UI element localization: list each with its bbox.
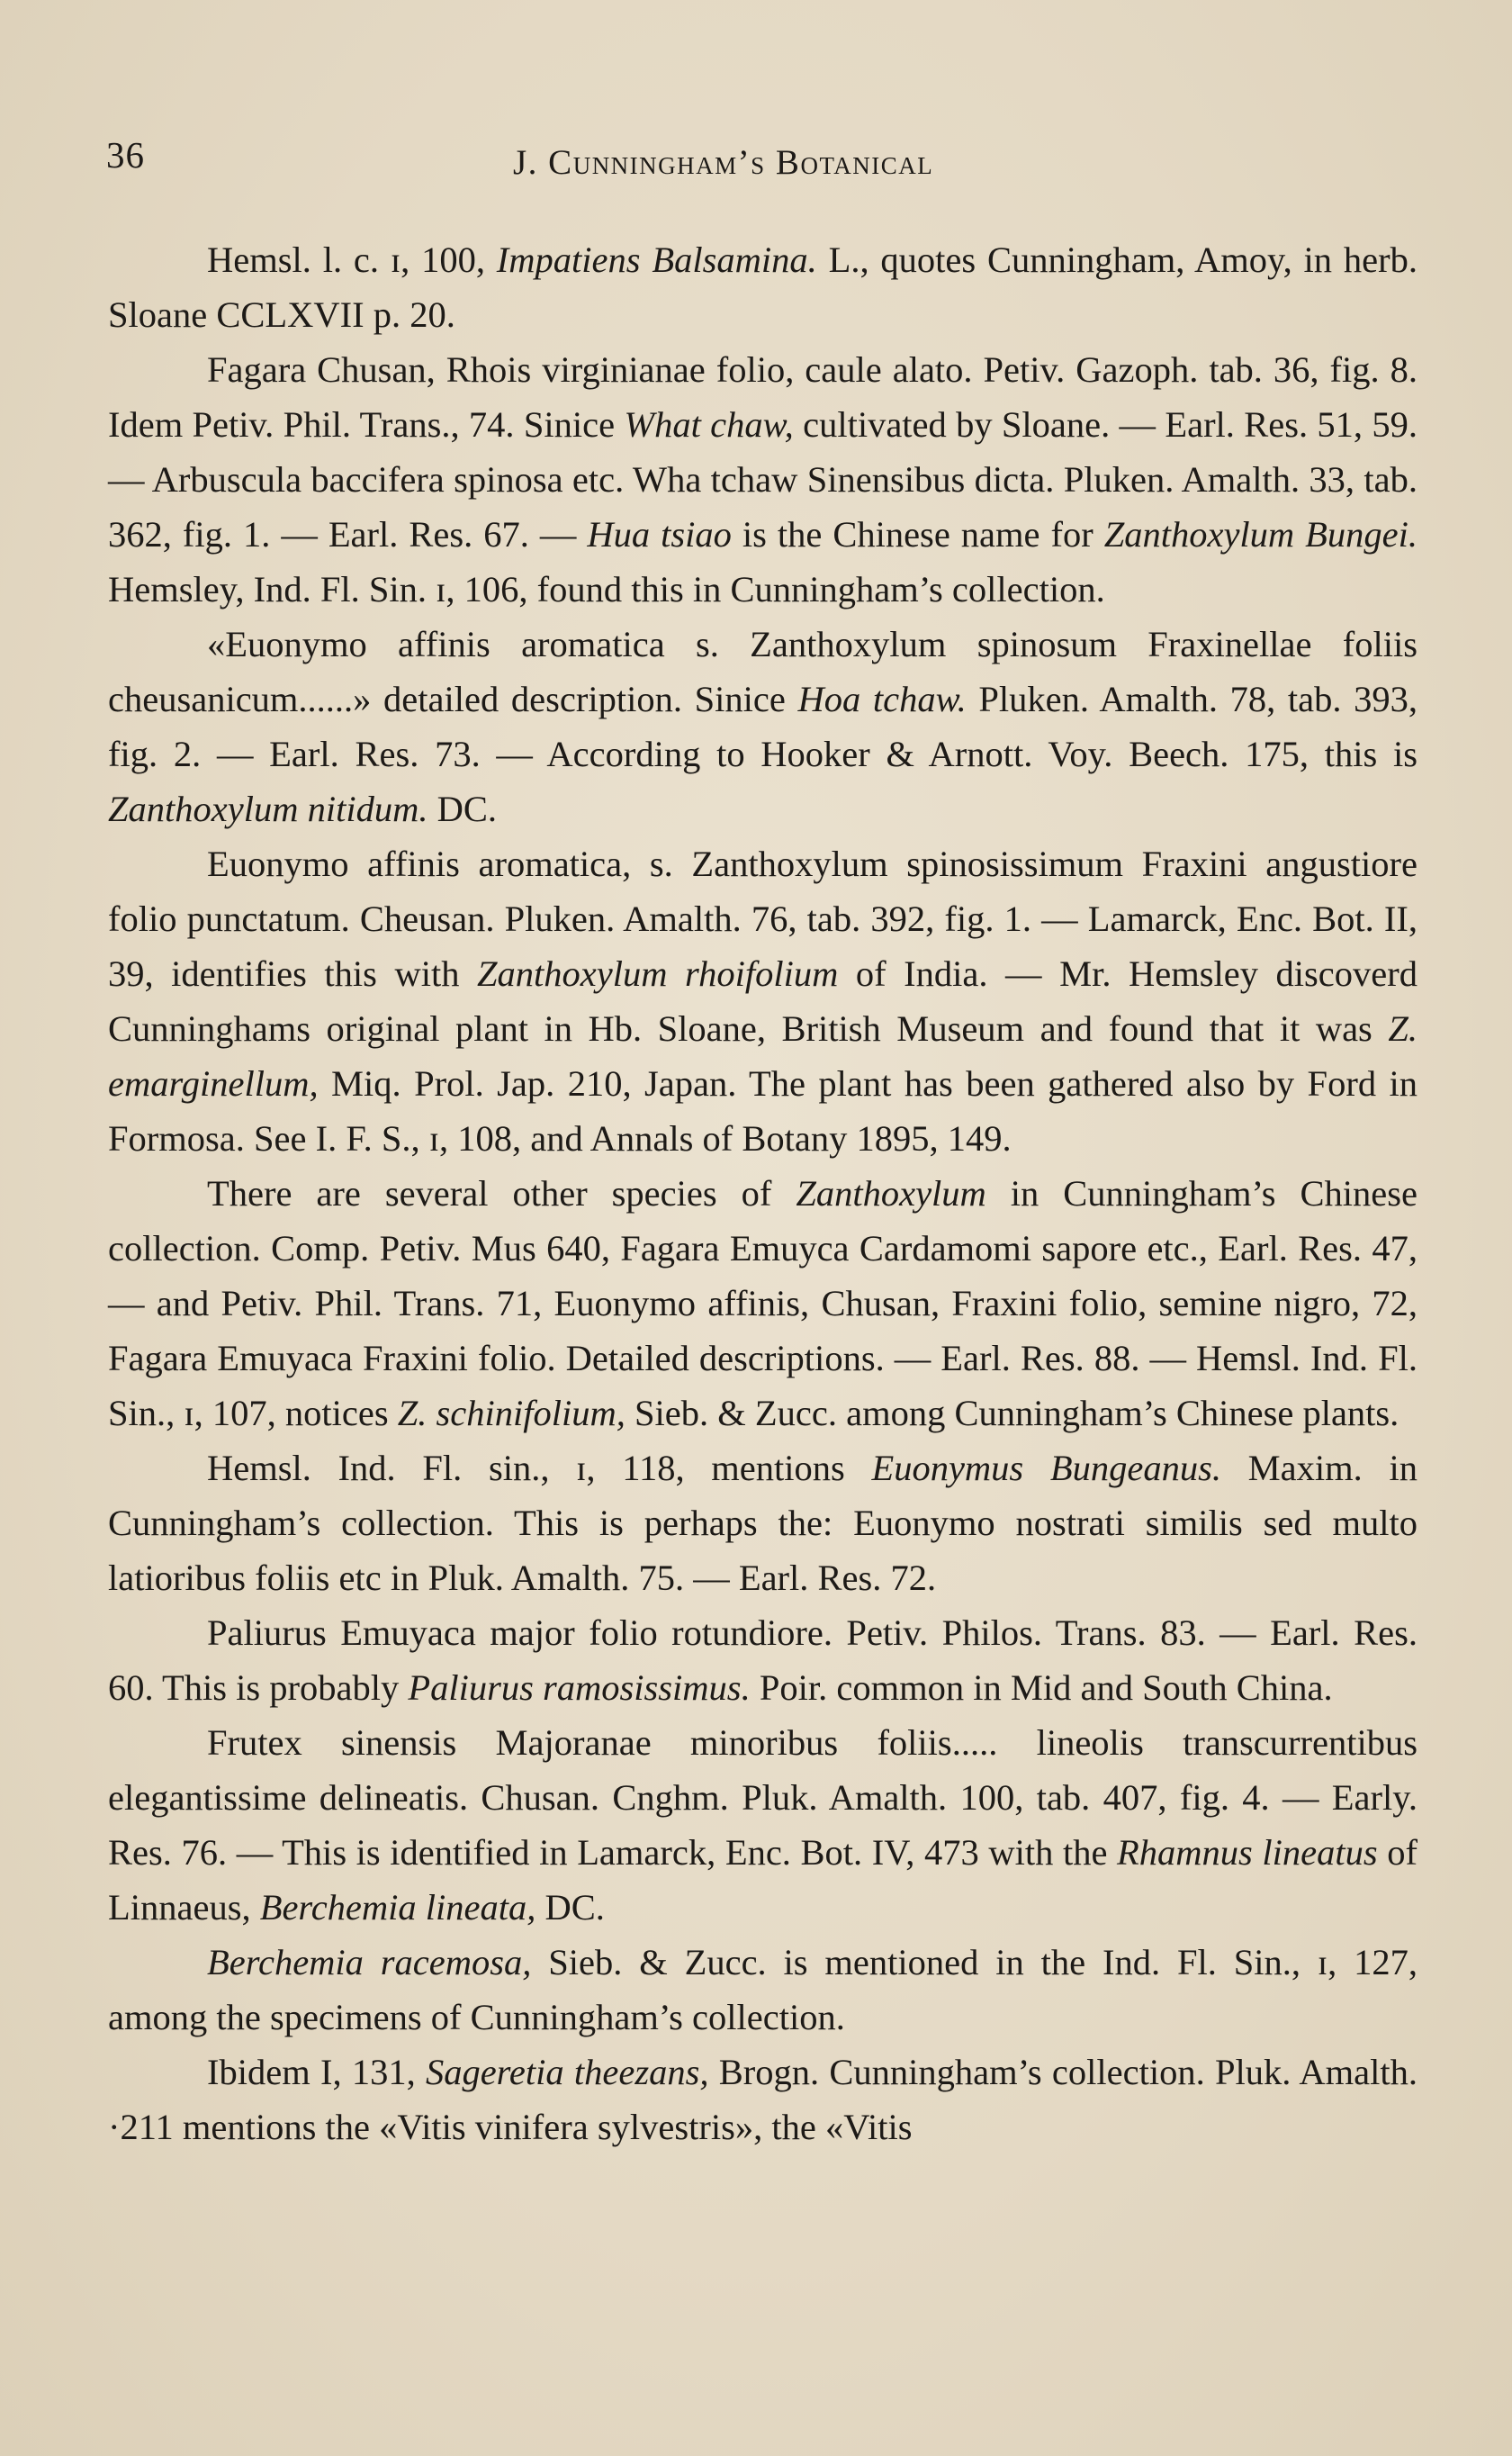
text-run: Hemsley, Ind. Fl. Sin. ɪ, 106, found this in Cunningham’s collection. <box>108 569 1105 609</box>
paragraph <box>108 1166 1418 1440</box>
page-number: 36 <box>106 134 145 176</box>
page-header <box>106 128 1420 182</box>
paragraph <box>108 342 1418 617</box>
text-run: Frutex sinensis Majoranae minoribus foliis..... lineolis transcurrentibus elegantissime delineatis. Chusan. Cnghm. Pluk. Amalth. 100, tab. 407, fig. 4. — Early. Res. 76. — This is identified in Lamarck, Enc. Bot. IV, 473 with the <box>108 1722 1418 1873</box>
italic-text: Berchemia lineata, <box>259 1887 536 1928</box>
italic-text: Rhamnus lineatus <box>1117 1832 1378 1873</box>
text-run: is the Chinese name for <box>731 514 1104 555</box>
text-run: Pluken. Amalth. 78, tab. 393, fig. 2. — Earl. Res. 73. — According to Hooker & Arnott. Voy. Beech. 175, this is <box>108 679 1418 774</box>
text-run: of India. — Mr. Hemsley discoverd Cunninghams original plant in Hb. Sloane, British Museum and found that it was <box>108 953 1418 1049</box>
text-run: Ibidem I, 131, <box>207 2052 426 2092</box>
text-run: Brogn. Cunningham’s collection. Pluk. Amalth. ·211 mentions the «Vitis vinifera sylvestris», the «Vitis <box>108 2052 1418 2147</box>
italic-text: Euonymus Bungeanus. <box>871 1448 1221 1488</box>
italic-text: Zanthoxylum <box>796 1173 986 1214</box>
text-run: Hemsl. Ind. Fl. sin., ɪ, 118, mentions <box>207 1448 872 1488</box>
italic-text: Hua tsiao <box>587 514 732 555</box>
italic-text: Z. schinifolium, <box>397 1393 626 1433</box>
italic-text: Z. emarginellum, <box>108 1008 1418 1104</box>
text-run: Sieb. & Zucc. is mentioned in the Ind. Fl. Sin., ɪ, 127, among the specimens of Cunningham’s collection. <box>108 1942 1418 2037</box>
paragraph <box>108 1440 1418 1605</box>
italic-text: Impatiens Balsamina. <box>496 239 817 280</box>
text-run: Paliurus Emuyaca major folio rotundiore. Petiv. Philos. Trans. 83. — Earl. Res. 60. This is probably <box>108 1612 1418 1708</box>
text-run: cultivated by Sloane. — Earl. Res. 51, 59. — Arbuscula baccifera spinosa etc. Wha tchaw Sinensibus dicta. Pluken. Amalth. 33, tab. 362, fig. 1. — Earl. Res. 67. — <box>108 404 1418 555</box>
paragraph <box>108 232 1418 342</box>
paragraph <box>108 836 1418 1166</box>
text-run: DC. <box>536 1887 605 1928</box>
text-run: Maxim. in Cunningham’s collection. This is perhaps the: Euonymo nostrati similis sed multo latioribus foliis etc in Pluk. Amalth. 75. — Earl. Res. 72. <box>108 1448 1418 1598</box>
text-run: «Euonymo affinis aromatica s. Zanthoxylum spinosum Fraxinellae foliis cheusanicum......» detailed description. Sinice <box>108 624 1418 719</box>
italic-text: Paliurus ramosissimus. <box>408 1667 751 1708</box>
italic-text: Zanthoxylum Bungei. <box>1103 514 1418 555</box>
text-run: Hemsl. l. c. ɪ, 100, <box>207 239 497 280</box>
text-run: Fagara Chusan, Rhois virginianae folio, caule alato. Petiv. Gazoph. tab. 36, fig. 8. Idem Petiv. Phil. Trans., 74. Sinice <box>108 349 1418 445</box>
text-run: Poir. common in Mid and South China. <box>750 1667 1333 1708</box>
italic-text: Sageretia theezans, <box>425 2052 709 2092</box>
body-text <box>108 232 1418 2154</box>
italic-text: Zanthoxylum rhoifolium <box>477 953 839 994</box>
text-run: Sieb. & Zucc. among Cunningham’s Chinese plants. <box>625 1393 1400 1433</box>
paragraph <box>108 1715 1418 1935</box>
text-run: There are several other species of <box>207 1173 796 1214</box>
text-run: Euonymo affinis aromatica, s. Zanthoxylum spinosissimum Fraxini angustiore folio punctatum. Cheusan. Pluken. Amalth. 76, tab. 392, fig. 1. — Lamarck, Enc. Bot. II, 39, identifies this with <box>108 844 1418 994</box>
text-run: of Linnaeus, <box>108 1832 1418 1928</box>
text-run: Miq. Prol. Jap. 210, Japan. The plant has been gathered also by Ford in Formosa. See I. F. S., ɪ, 108, and Annals of Botany 1895, 149. <box>108 1063 1418 1159</box>
paragraph <box>108 2045 1418 2154</box>
italic-text: Hoa tchaw. <box>797 679 967 719</box>
paragraph <box>108 1935 1418 2045</box>
text-run: DC. <box>428 789 497 829</box>
paragraph <box>108 617 1418 836</box>
italic-text: What chaw, <box>624 404 794 445</box>
italic-text: Zanthoxylum nitidum. <box>108 789 428 829</box>
running-title: J. Cunningham’s Botanical <box>513 143 934 182</box>
text-run: in Cunningham’s Chinese collection. Comp. Petiv. Mus 640, Fagara Emuyca Cardamomi sapore etc., Earl. Res. 47, — and Petiv. Phil. Trans. 71, Euonymo affinis, Chusan, Fraxini folio, semine nigro, 72, Fagara Emuyaca Fraxini folio. Detailed descriptions. — Earl. Res. 88. — Hemsl. Ind. Fl. Sin., ɪ, 107, notices <box>108 1173 1418 1433</box>
italic-text: Berchemia racemosa, <box>207 1942 532 1982</box>
paragraph <box>108 1605 1418 1715</box>
text-run: L., quotes Cunningham, Amoy, in herb. Sloane CCLXVII p. 20. <box>108 239 1418 335</box>
